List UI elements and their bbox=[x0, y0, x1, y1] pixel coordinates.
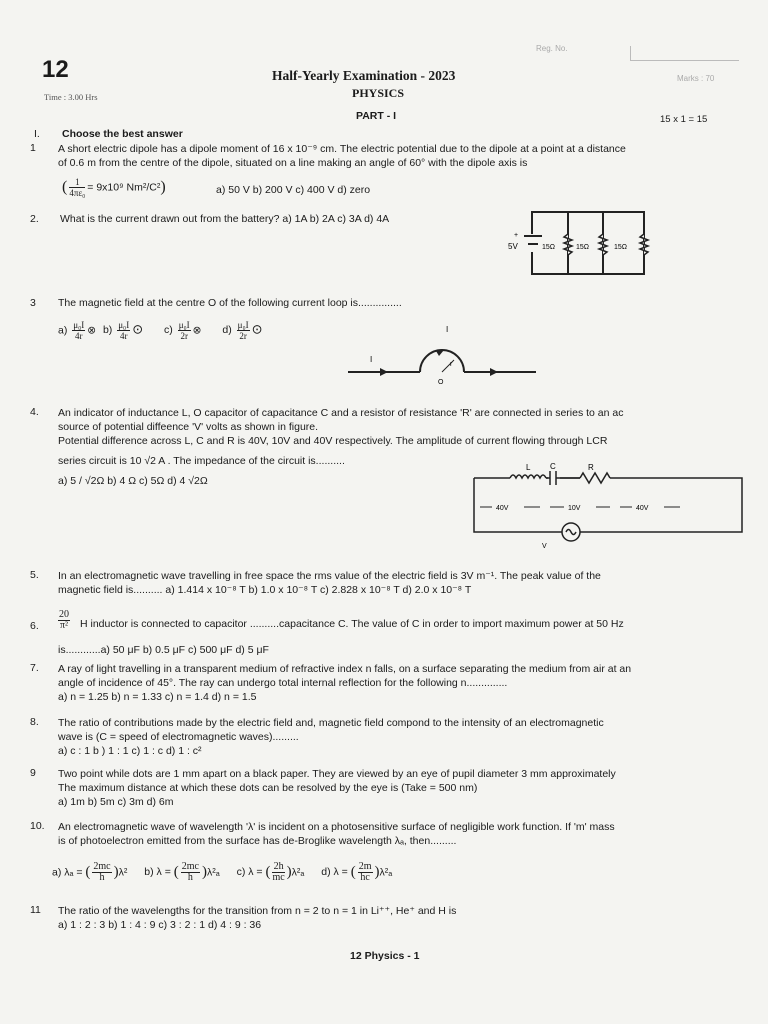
centre-label: O bbox=[438, 379, 444, 386]
reg-no-label: Reg. No. bbox=[536, 44, 568, 53]
question-text: is of photoelectron emitted from the surface has de-Broglike wavelength λₐ, then......... bbox=[58, 835, 457, 847]
resistor-label: 15Ω bbox=[614, 244, 628, 251]
fraction-denominator: h bbox=[99, 872, 105, 883]
subject-title: PHYSICS bbox=[352, 86, 405, 100]
option-label: a) bbox=[58, 324, 68, 337]
question-text: magnetic field is.......... a) 1.414 x 10⁻⁸ T b) 1.0 x 10⁻⁸ T c) 2.828 x 10⁻⁸ T d) 2.0 x 10⁻⁸ T bbox=[58, 584, 472, 596]
option-tail: λ²ₐ bbox=[291, 866, 305, 879]
fraction-denominator: π² bbox=[59, 620, 69, 631]
question-text: A ray of light travelling in a transparent medium of refractive index n falls, on a surface separating the medium from air at an bbox=[58, 663, 632, 675]
fraction-numerator: 2mc bbox=[181, 861, 199, 872]
question-1 bbox=[58, 142, 756, 170]
section-instruction: Choose the best answer bbox=[62, 128, 183, 140]
battery-plus: + bbox=[514, 232, 519, 239]
question-options: a) n = 1.25 b) n = 1.33 c) n = 1.4 d) n = 1.5 bbox=[58, 691, 257, 703]
exam-title: Half-Yearly Examination - 2023 bbox=[272, 68, 456, 83]
grade-label: 12 bbox=[42, 56, 69, 83]
question-text: Potential difference across L, C and R is 40V, 10V and 40V respectively. The amplitude of current flowing through LCR bbox=[58, 435, 608, 447]
question-text: The ratio of the wavelengths for the transition from n = 2 to n = 1 in Li⁺⁺, He⁺ and H is bbox=[58, 905, 457, 917]
current-label: I bbox=[370, 355, 373, 364]
voltage-label: 40V bbox=[636, 505, 649, 512]
option-label: b) λ = bbox=[144, 866, 174, 879]
dot-symbol: ⊙ bbox=[251, 321, 263, 337]
inductor-label: L bbox=[526, 463, 531, 472]
fraction-numerator: 2mc bbox=[93, 861, 111, 872]
source-label: V bbox=[542, 543, 547, 550]
fraction-denominator: hc bbox=[360, 872, 370, 883]
reg-no-box bbox=[630, 46, 739, 61]
option-label: c) λ = bbox=[236, 866, 266, 879]
question-text: angle of incidence of 45°. The ray can undergo total internal reflection for the following n.............. bbox=[58, 677, 508, 689]
lcr-circuit-diagram bbox=[470, 460, 750, 550]
part-heading: PART - I bbox=[356, 110, 397, 122]
question-2-text: What is the current drawn out from the battery? a) 1A b) 2A c) 3A d) 4A bbox=[60, 213, 390, 225]
fraction-denominator: 2r bbox=[239, 331, 247, 341]
question-number: 6. bbox=[30, 620, 39, 632]
constant-value: = 9x10⁹ Nm²/C² bbox=[87, 181, 161, 194]
battery-emf-label: 5V bbox=[508, 242, 518, 251]
question-3-options bbox=[58, 320, 263, 341]
fraction-denominator: h bbox=[187, 872, 193, 883]
current-loop-diagram bbox=[340, 320, 540, 390]
fraction-numerator: μ₀I bbox=[118, 320, 130, 330]
voltage-label: 40V bbox=[496, 505, 509, 512]
option-label: a) λₐ = bbox=[52, 866, 86, 879]
fraction-numerator: μ₀I bbox=[178, 320, 190, 330]
constant-denominator: 4πε₀ bbox=[69, 188, 86, 198]
question-text: wave is (C = speed of electromagnetic waves)......... bbox=[58, 731, 299, 743]
question-11 bbox=[58, 904, 756, 932]
constant-expression: ( $\frac{1}{\text{4πε₀}}$ = 9x10⁹ Nm²/C²) bbox=[62, 177, 166, 198]
option-label: b) bbox=[102, 324, 113, 337]
question-options: a) 1m b) 5m c) 3m d) 6m bbox=[58, 796, 174, 808]
exam-time: Time : 3.00 Hrs bbox=[44, 92, 98, 102]
fraction-denominator: 2r bbox=[180, 331, 188, 341]
question-7 bbox=[58, 662, 756, 704]
cross-symbol: ⊗ bbox=[192, 324, 202, 337]
option-tail: λ²ₐ bbox=[379, 866, 393, 879]
option-tail: λ² bbox=[118, 866, 128, 879]
section-number: I. bbox=[34, 128, 40, 140]
voltage-label: 10V bbox=[568, 505, 581, 512]
question-number: 9 bbox=[30, 767, 36, 779]
page-footer: 12 Physics - 1 bbox=[350, 950, 420, 962]
fraction-denominator: 4r bbox=[75, 331, 83, 341]
capacitor-label: C bbox=[550, 462, 556, 471]
question-text: An electromagnetic wave of wavelength 'λ' is incident on a photosensitive surface of negligible work function. If 'm' mass bbox=[58, 821, 615, 833]
question-8 bbox=[58, 716, 756, 758]
resistor-label: 15Ω bbox=[576, 244, 590, 251]
fraction-numerator: μ₀I bbox=[237, 320, 249, 330]
question-number: 7. bbox=[30, 662, 39, 674]
resistor-label: R bbox=[588, 463, 594, 472]
fraction-denominator: 4r bbox=[119, 331, 128, 341]
question-options: a) c : 1 b ) 1 : 1 c) 1 : c d) 1 : c² bbox=[58, 745, 202, 757]
dot-symbol: ⊙ bbox=[132, 321, 144, 337]
question-text: source of potential diffeence 'V' volts as shown in figure. bbox=[58, 421, 319, 433]
option-label: d) bbox=[222, 324, 232, 337]
fraction-denominator: mc bbox=[272, 872, 285, 883]
question-text: A short electric dipole has a dipole moment of 16 x 10⁻⁹ cm. The electric potential due to the dipole at a point at a distance bbox=[58, 143, 626, 155]
question-text: The maximum distance at which these dots can be resolved by the eye is (Take = 500 nm) bbox=[58, 782, 478, 794]
question-number: 11 bbox=[30, 904, 41, 916]
constant-numerator: 1 bbox=[69, 177, 85, 188]
question-text: is............a) 50 μF b) 0.5 μF c) 500 μF d) 5 μF bbox=[58, 644, 269, 656]
question-text: An indicator of inductance L, O capacitor of capacitance C and a resistor of resistance 'R' are connected in series to an ac bbox=[58, 407, 624, 419]
fraction-numerator: 2m bbox=[358, 861, 372, 872]
part-marks: 15 x 1 = 15 bbox=[660, 114, 708, 125]
option-label: c) bbox=[164, 324, 173, 337]
question-options: a) 5 / √2Ω b) 4 Ω c) 5Ω d) 4 √2Ω bbox=[58, 475, 208, 487]
question-number: 1 bbox=[30, 142, 36, 154]
question-number: 2. bbox=[30, 213, 39, 225]
fraction-numerator: 20 bbox=[59, 609, 69, 620]
question-text: H inductor is connected to capacitor ..........capacitance C. The value of C in order to import maximum power at 50 Hz bbox=[80, 618, 624, 630]
question-3-text: The magnetic field at the centre O of the following current loop is............... bbox=[58, 297, 402, 309]
current-label: I bbox=[446, 325, 449, 334]
question-9 bbox=[58, 767, 756, 809]
question-10-options: a) λₐ = ( $\frac{2mc}{h}$ )λ² b) λ = ( $\frac{2mc}{h}$ )λ²ₐ c) λ = ( $\frac{2h}{mc}$ )λ²ₐ d) λ = ( $\frac{2m}{hc}$ )λ²ₐ bbox=[52, 861, 393, 883]
question-number: 8. bbox=[30, 716, 39, 728]
question-number: 3 bbox=[30, 297, 36, 309]
battery-circuit-diagram bbox=[490, 204, 670, 284]
radius-label: r bbox=[450, 361, 453, 368]
question-number: 10. bbox=[30, 820, 45, 832]
question-5 bbox=[58, 569, 756, 597]
question-options: a) 50 V b) 200 V c) 400 V d) zero bbox=[216, 184, 371, 196]
question-text: The ratio of contributions made by the electric field and, magnetic field compond to the intensity of an electromagnetic bbox=[58, 717, 604, 729]
question-options: a) 1 : 2 : 3 b) 1 : 4 : 9 c) 3 : 2 : 1 d) 4 : 9 : 36 bbox=[58, 919, 262, 931]
question-text: of 0.6 m from the centre of the dipole, situated on a line making an angle of 60° with the dipole axis is bbox=[58, 157, 528, 169]
question-text: series circuit is 10 √2 A . The impedance of the circuit is.......... bbox=[58, 455, 345, 467]
option-tail: λ²ₐ bbox=[206, 866, 220, 879]
resistor-label: 15Ω bbox=[542, 244, 556, 251]
inductor-fraction bbox=[56, 610, 72, 631]
question-text: In an electromagnetic wave travelling in free space the rms value of the electric field is 3V m⁻¹. The peak value of the bbox=[58, 570, 601, 582]
fraction-numerator: 2h bbox=[273, 861, 284, 872]
option-label: d) λ = bbox=[321, 866, 351, 879]
question-10 bbox=[58, 820, 756, 848]
question-text: Two point while dots are 1 mm apart on a black paper. They are viewed by an eye of pupil diameter 3 mm approximately bbox=[58, 768, 616, 780]
cross-symbol: ⊗ bbox=[87, 324, 97, 337]
marks-label: Marks : 70 bbox=[677, 74, 715, 83]
question-number: 4. bbox=[30, 406, 39, 418]
question-number: 5. bbox=[30, 569, 39, 581]
fraction-numerator: μ₀I bbox=[73, 320, 85, 330]
